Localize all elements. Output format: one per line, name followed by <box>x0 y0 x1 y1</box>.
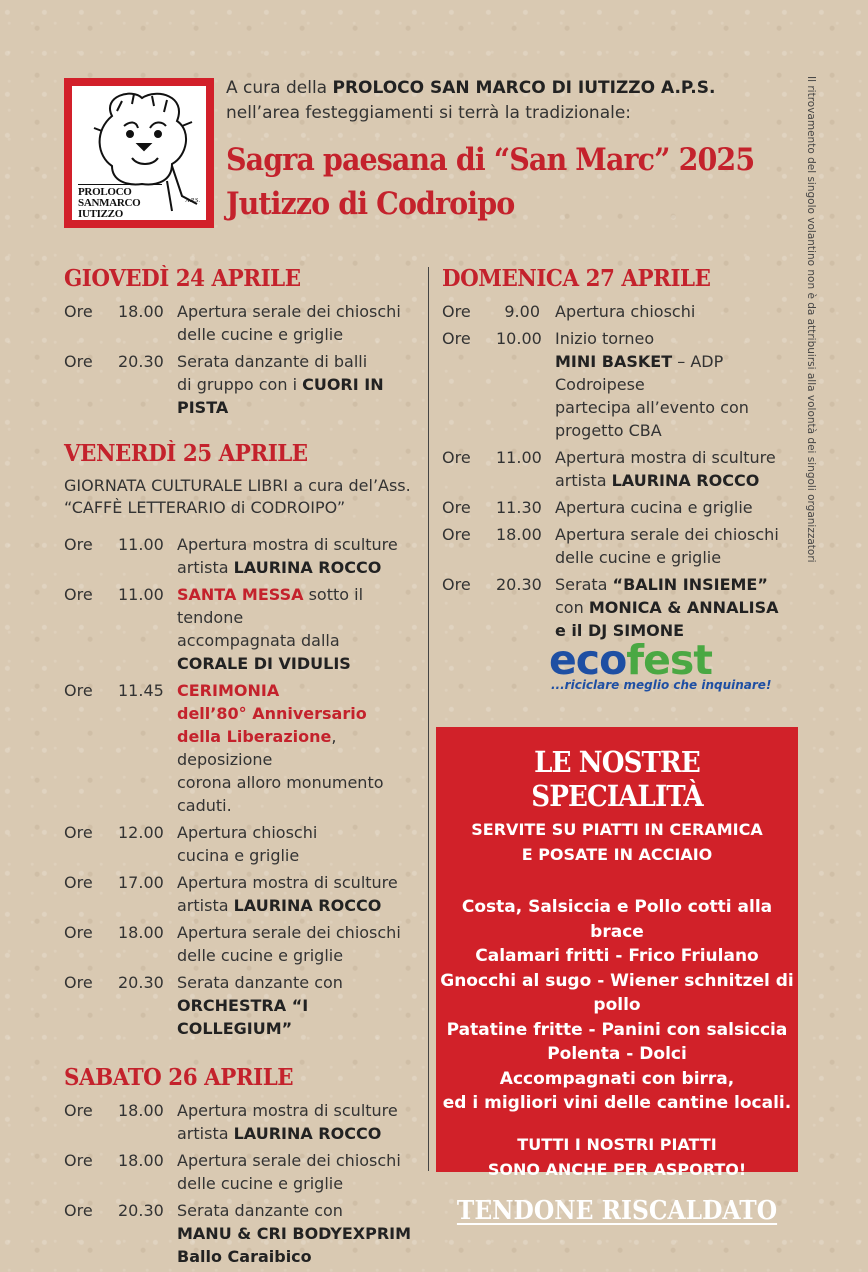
schedule-row: Ore 18.00 Apertura mostra di sculture artista LAURINA ROCCO <box>64 1101 398 1143</box>
schedule-row: Ore 20.30 Serata danzante con MANU & CRI BODYEXPRIM Ballo Caraibico <box>64 1201 412 1266</box>
schedule-row: Ore 11.30 Apertura cucina e griglie <box>442 498 753 517</box>
schedule-row: Ore 12.00 Apertura chioschi cucina e griglie <box>64 823 318 865</box>
specialities-subtitle: SERVITE SU PIATTI IN CERAMICA E POSATE IN ACCIAIO <box>471 820 763 864</box>
logo-wordmark: PROLOCO SANMARCO IUTIZZO <box>78 184 162 220</box>
list-item: Accompagnati con birra, <box>499 1068 735 1089</box>
side-disclaimer: Il ritrovamento del singolo volantino non è da attribuirsi alla volontà dei singoli organizzatori <box>805 76 817 563</box>
day-title-venerdi: VENERDÌ 25 APRILE <box>64 440 308 467</box>
day-title-domenica: DOMENICA 27 APRILE <box>442 265 711 292</box>
schedule-row: Ore 20.30 Serata danzante con ORCHESTRA “I COLLEGIUM” <box>64 973 343 1038</box>
ecofest-logo: ecofest ...riciclare meglio che inquinare! <box>549 636 772 692</box>
specialities-list <box>436 895 798 1116</box>
schedule-row: Ore 11.00 Apertura mostra di sculture artista LAURINA ROCCO <box>442 448 776 490</box>
schedule-row: Ore 17.00 Apertura mostra di sculture artista LAURINA ROCCO <box>64 873 398 915</box>
schedule-row: Ore 20.30 Serata “BALIN INSIEME” con MONICA & ANNALISA e il DJ SIMONE <box>442 575 779 640</box>
column-divider <box>428 267 429 1171</box>
venerdi-note: GIORNATA CULTURALE LIBRI a cura del’Ass. “CAFFÈ LETTERARIO di CODROIPO” <box>64 476 411 517</box>
list-item: Patatine fritte - Panini con salsiccia <box>446 1019 788 1040</box>
page-title: Sagra paesana di “San Marc” 2025 Jutizzo di Codroipo <box>226 142 755 222</box>
specialities-title: LE NOSTRE SPECIALITÀ <box>531 745 703 813</box>
list-item: ed i migliori vini delle cantine locali. <box>442 1093 792 1113</box>
schedule-row: Ore 18.00 Apertura serale dei chioschi delle cucine e griglie <box>64 302 401 344</box>
list-item: Gnocchi al sugo - Wiener schnitzel di pollo <box>440 970 794 1015</box>
specialities-box <box>436 727 798 1226</box>
list-item: Polenta - Dolci <box>547 1044 687 1064</box>
schedule-row: Ore 10.00 Inizio torneo MINI BASKET – ADP Codroipese partecipa all’evento con progetto CBA <box>442 329 749 440</box>
schedule-row: Ore 20.30 Serata danzante di balli di gruppo con i CUORI IN PISTA <box>64 352 384 417</box>
intro-text: A cura della PROLOCO SAN MARCO DI IUTIZZO A.P.S. nell’area festeggiamenti si terrà la tradizionale: <box>226 78 716 123</box>
list-item: Calamari fritti - Frico Friulano <box>475 946 759 966</box>
day-title-sabato: SABATO 26 APRILE <box>64 1064 294 1091</box>
schedule-left <box>64 265 424 1272</box>
list-item: Costa, Salsiccia e Pollo cotti alla brace <box>461 897 773 942</box>
proloco-logo <box>64 78 214 228</box>
schedule-row: Ore 18.00 Apertura serale dei chioschi delle cucine e griglie <box>64 923 401 965</box>
schedule-row: Ore 18.00 Apertura serale dei chioschi delle cucine e griglie <box>64 1151 401 1193</box>
schedule-row: Ore 11.45 CERIMONIA dell’80° Anniversario della Liberazione, deposizione corona alloro monumento caduti. <box>64 681 384 815</box>
takeaway-note: TUTTI I NOSTRI PIATTI SONO ANCHE PER ASPORTO! <box>487 1134 747 1179</box>
schedule-row: Ore 9.00 Apertura chioschi <box>442 302 696 321</box>
day-title-giovedi: GIOVEDÌ 24 APRILE <box>64 265 301 292</box>
schedule-row: Ore 18.00 Apertura serale dei chioschi delle cucine e griglie <box>442 525 779 567</box>
ecofest-tagline: ...riciclare meglio che inquinare! <box>551 678 772 692</box>
schedule-right <box>442 265 797 646</box>
schedule-row: Ore 11.00 Apertura mostra di sculture artista LAURINA ROCCO <box>64 535 398 577</box>
schedule-row: Ore 11.00 SANTA MESSA sotto il tendone accompagnata dalla CORALE DI VIDULIS <box>64 585 364 673</box>
heated-tent-banner: TENDONE RISCALDATO <box>456 1195 778 1226</box>
logo-aps: A.P.S. <box>185 198 200 204</box>
